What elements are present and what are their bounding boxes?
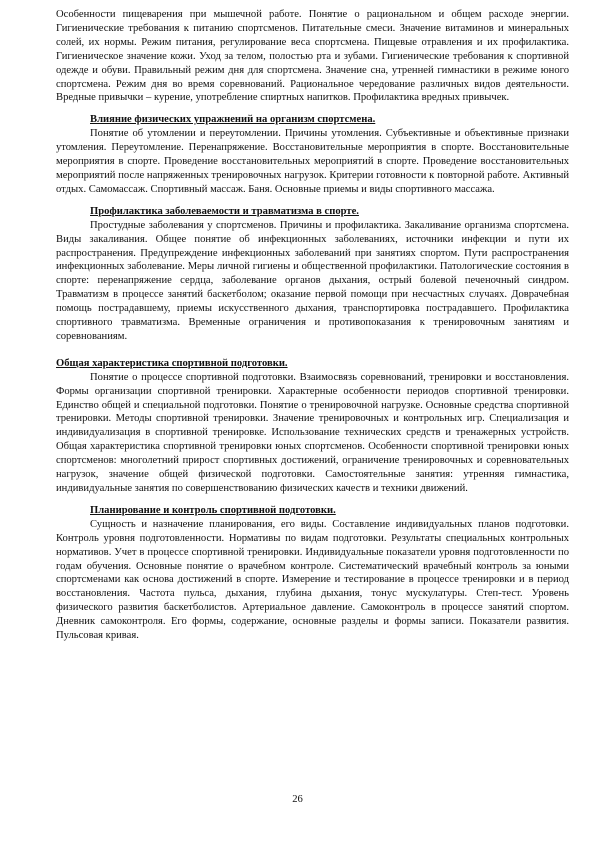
- document-page: [56, 8, 569, 643]
- section-heading-planning-control: Планирование и контроль спортивной подготовки.: [90, 504, 336, 516]
- section-heading-injury-prevention: Профилактика заболеваемости и травматизма в спорте.: [90, 205, 359, 217]
- section-text-injury-prevention: Простудные заболевания у спортсменов. Причины и профилактика. Закаливание организма спортсмена. Виды закаливания. Общее понятие об инфекционных заболеваниях, источники инфекции и пути их распространения. Предупреждение инфекционных заболеваний при занятиях спортом. Пути распространения инфекционных заболевание. Меры личной гигиены и общественной профилактики. Патологические состояния в спорте: перенапряжение сердца, заболевание органов дыхания, острый болевой печеночный синдром. Травматизм в процессе занятий баскетболом; оказание первой помощи при несчастных случаях. Доврачебная помощь пострадавшему, приемы искусственного дыхания, транспортировка пострадавшего. Профилактика спортивного травматизма. Временные ограничения и противопоказания к тренировочным занятиям и соревнованиям.: [56, 219, 569, 342]
- section-text-planning-control: Сущность и назначение планирования, его виды. Составление индивидуальных планов подготовки. Контроль уровня подготовленности. Нормативы по видам подготовки. Результаты специальных контрольных нормативов. Учет в процессе спортивной тренировки. Индивидуальные показатели уровня подготовленности по годам обучения. Основные понятие о врачебном контроле. Систематический врачебный контроль за юными спортсменами как основа достижений в спорте. Измерение и тестирование в процессе тренировки и в период восстановления. Частота пульса, дыхания, глубина дыхания, тонус мускулатуры. Степ-тест. Уровень физического развития баскетболистов. Артериальное давление. Самоконтроль в процессе занятий спортом. Дневник самоконтроля. Его формы, содержание, основные разделы и формы записи. Показатели развития. Пульсовая кривая.: [56, 518, 569, 642]
- section-heading-physical-exercise-effects: Влияние физических упражнений на организм спортсмена.: [90, 114, 376, 126]
- section-heading-training-overview: Общая характеристика спортивной подготовки.: [56, 357, 288, 369]
- intro-paragraph: Особенности пищеварения при мышечной работе. Понятие о рациональном и общем расходе энергии. Гигиенические требования к питанию спортсменов. Питательные смеси. Значение витаминов и минеральных солей, их нормы. Режим питания, регулирование веса спортсмена. Пищевые отравления и их профилактика. Гигиеническое значение кожи. Уход за телом, полостью рта и зубами. Гигиенические требования к спортивной одежде и обуви. Правильный режим дня для спортсмена. Значение сна, утренней гимнастики в режиме юного спортсмена. Режим дня во время соревнований. Рациональное чередование различных видов деятельности. Вредные привычки – курение, употребление спиртных напитков. Профилактика вредных привычек.: [56, 9, 569, 104]
- section-text-physical-exercise-effects: Понятие об утомлении и переутомлении. Причины утомления. Субъективные и объективные признаки утомления. Переутомление. Перенапряжение. Восстановительные мероприятия в спорте. Восстановительные мероприятия в спорте. Проведение восстановительных мероприятий в спорте. Проведение восстановительных мероприятий после напряженных тренировочных нагрузок. Критерии готовности к повторной работе. Активный отдых. Самомассаж. Спортивный массаж. Баня. Основные приемы и виды спортивного массажа.: [56, 128, 569, 195]
- page-number: 26: [292, 794, 303, 805]
- section-text-training-overview: Понятие о процессе спортивной подготовки. Взаимосвязь соревнований, тренировки и восстановления. Формы организации спортивной тренировки. Характерные особенности периодов спортивной тренировки. Единство общей и специальной подготовки. Понятие о тренировочной нагрузке. Основные средства спортивной тренировки. Методы спортивной тренировки. Значение тренировочных и контрольных игр. Специализация и индивидуализация в спортивной тренировке. Использование технических средств и тренажерных устройств. Общая характеристика спортивной тренировки юных спортсменов. Особенности спортивной тренировки юных спортсменов: многолетний прирост спортивных достижений, ограничение тренировочных и соревновательных нагрузок, значение общей физической подготовки. Самостоятельные занятия: утренняя гимнастика, индивидуальные занятия по совершенствованию физических качеств и техники движений.: [56, 371, 569, 494]
